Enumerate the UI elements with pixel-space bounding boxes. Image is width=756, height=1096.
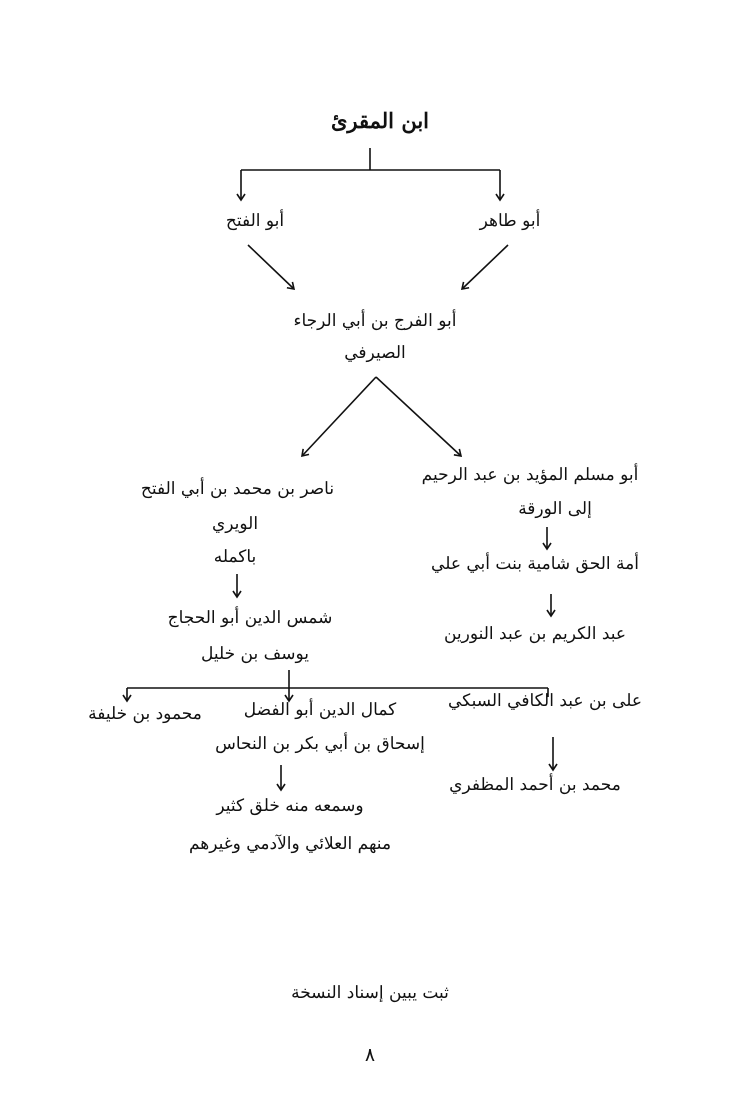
root-title: ابن المقرئ xyxy=(331,108,429,133)
bottom-right-node: على بن عبد الكافي السبكي xyxy=(448,691,642,711)
page-number: ٨ xyxy=(364,1044,376,1066)
left-branch-line3: باكمله xyxy=(213,547,257,567)
arrow-to-right-branch xyxy=(376,377,461,456)
bottom-left-node: محمود بن خليفة xyxy=(88,704,202,724)
arrow-from-abu-taher xyxy=(462,245,508,289)
left-branch-line1: ناصر بن محمد بن أبي الفتح xyxy=(140,479,335,499)
node-center-line1: أبو الفرج بن أبي الرجاء xyxy=(293,311,457,331)
right-branch-line1: أبو مسلم المؤيد بن عبد الرحيم xyxy=(421,465,639,485)
arrow-to-left-branch xyxy=(302,377,376,456)
left-branch-node2-line2: يوسف بن خليل xyxy=(201,644,309,664)
bottom-middle-child-line1: وسمعه منه خلق كثير xyxy=(216,796,364,816)
arrow-from-abu-alfath xyxy=(248,245,294,289)
bottom-right-child: محمد بن أحمد المظفري xyxy=(449,775,621,795)
bottom-middle-child-line2: منهم العلائي والآدمي وغيرهم xyxy=(188,834,392,854)
node-abu-taher: أبو طاهر xyxy=(479,211,541,231)
node-center-line2: الصيرفي xyxy=(344,343,406,363)
right-branch-node2: أمة الحق شامية بنت أبي علي xyxy=(431,554,639,574)
right-branch-node3: عبد الكريم بن عبد النورين xyxy=(443,624,627,644)
left-branch-line2: الويري xyxy=(211,514,259,534)
bottom-middle-line2: إسحاق بن أبي بكر بن النحاس xyxy=(215,734,425,754)
node-abu-alfath: أبو الفتح xyxy=(225,211,285,231)
left-branch-node2-line1: شمس الدين أبو الحجاج xyxy=(167,608,333,628)
caption: ثبت يبين إسناد النسخة xyxy=(291,983,449,1003)
right-branch-line2: إلى الورقة xyxy=(518,499,592,519)
bottom-middle-line1: كمال الدين أبو الفضل xyxy=(243,700,397,720)
